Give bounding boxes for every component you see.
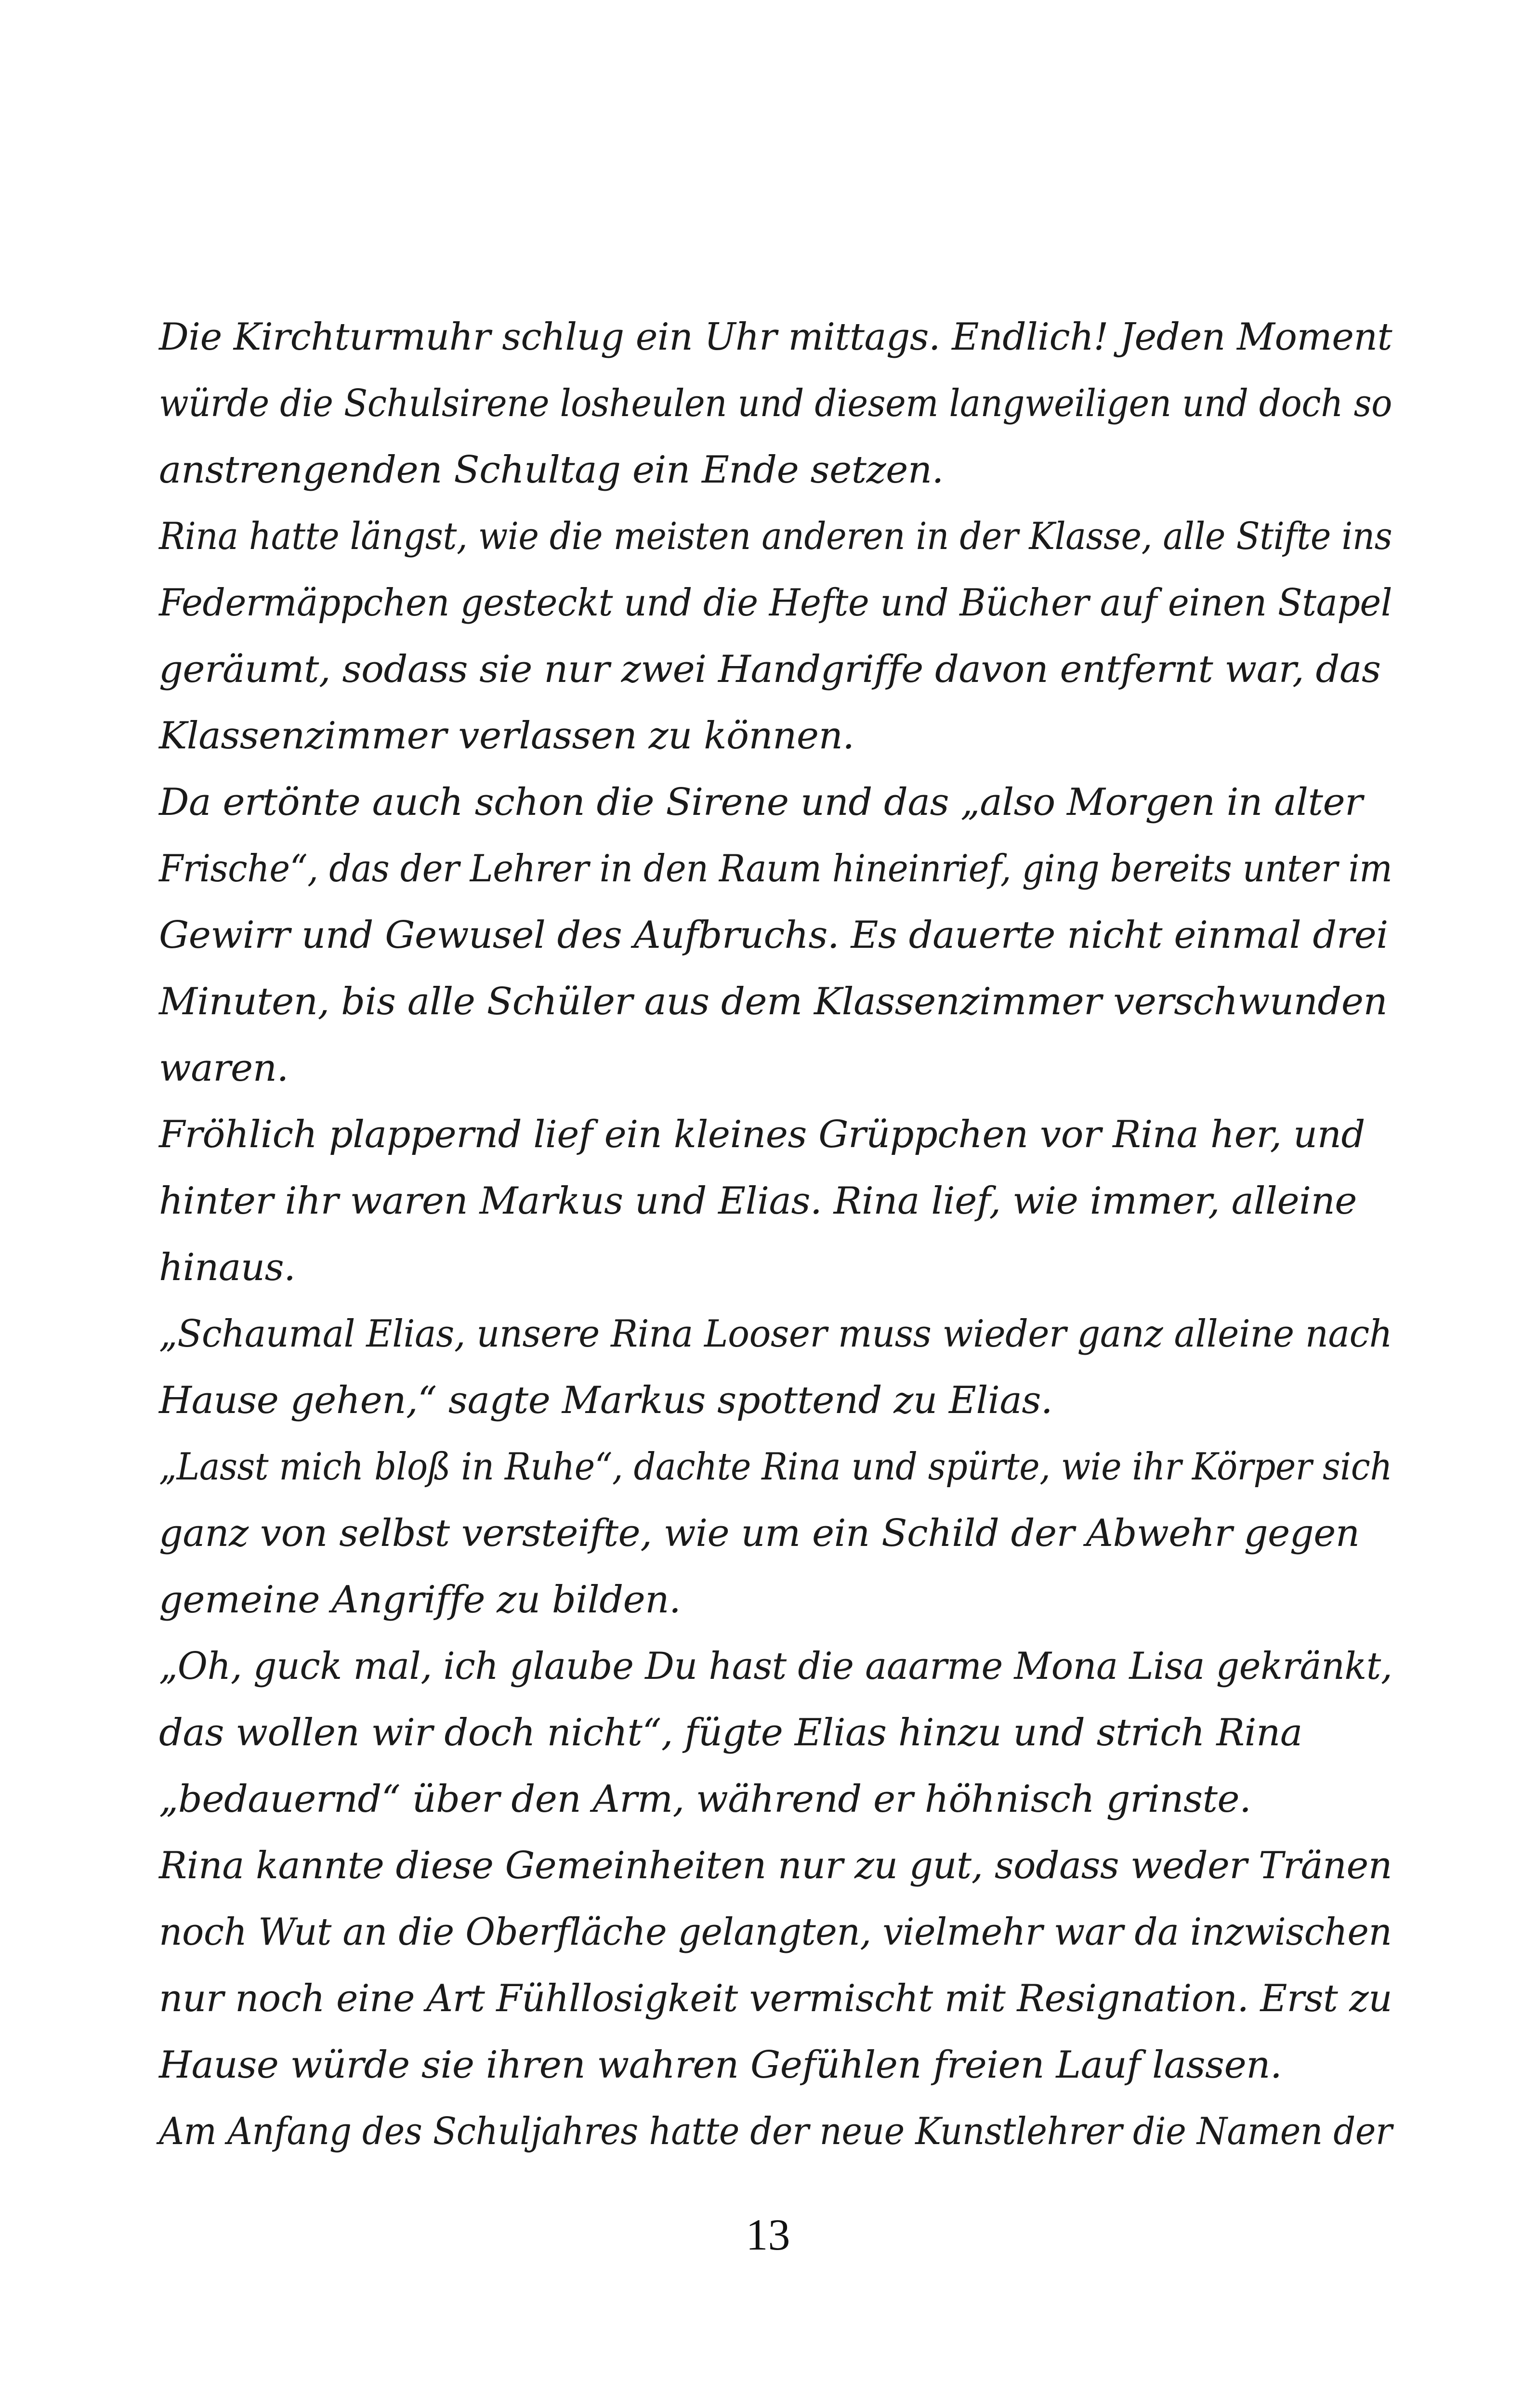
text-line: hinter ihr waren Markus und Elias. Rina lief, wie immer, alleine: [159, 1179, 1357, 1223]
text-line: „Lasst mich bloß in Ruhe“, dachte Rina und spürte, wie ihr Körper sich: [159, 1445, 1392, 1489]
text-line: Fröhlich plappernd lief ein kleines Grüppchen vor Rina her, und: [159, 1113, 1365, 1156]
text-line: Frische“, das der Lehrer in den Raum hineinrief, ging bereits unter im: [159, 847, 1392, 890]
text-line: Hause gehen,“ sagte Markus spottend zu Elias.: [159, 1379, 1053, 1422]
text-line: Hause würde sie ihren wahren Gefühlen freien Lauf lassen.: [159, 2043, 1282, 2087]
text-line: „Schaumal Elias, unsere Rina Looser muss wieder ganz alleine nach: [159, 1312, 1392, 1356]
text-line: gemeine Angriffe zu bilden.: [159, 1578, 681, 1622]
text-line: Am Anfang des Schuljahres hatte der neue Kunstlehrer die Namen der: [159, 2110, 1392, 2153]
text-line: Da ertönte auch schon die Sirene und das „also Morgen in alter: [159, 781, 1363, 824]
text-line: das wollen wir doch nicht“, fügte Elias hinzu und strich Rina: [159, 1711, 1302, 1754]
text-line: Gewirr und Gewusel des Aufbruchs. Es dauerte nicht einmal drei: [159, 914, 1388, 957]
text-line: Rina kannte diese Gemeinheiten nur zu gut, sodass weder Tränen: [159, 1844, 1392, 1887]
text-line: Federmäppchen gesteckt und die Hefte und Bücher auf einen Stapel: [159, 581, 1392, 625]
text-line: geräumt, sodass sie nur zwei Handgriffe davon entfernt war, das: [159, 648, 1381, 691]
text-line: noch Wut an die Oberfläche gelangten, vielmehr war da inzwischen: [159, 1911, 1392, 1954]
text-line: „Oh, guck mal, ich glaube Du hast die aaarme Mona Lisa gekränkt,: [159, 1645, 1392, 1688]
text-line: Die Kirchturmuhr schlug ein Uhr mittags. Endlich! Jeden Moment: [159, 315, 1392, 359]
text-line: Klassenzimmer verlassen zu können.: [159, 714, 854, 758]
text-line: hinaus.: [159, 1246, 296, 1289]
text-line: waren.: [159, 1047, 289, 1090]
text-line: anstrengenden Schultag ein Ende setzen.: [159, 448, 944, 492]
text-line: ganz von selbst versteifte, wie um ein Schild der Abwehr gegen: [159, 1512, 1360, 1555]
text-line: Minuten, bis alle Schüler aus dem Klassenzimmer verschwunden: [159, 980, 1388, 1023]
text-line: Rina hatte längst, wie die meisten anderen in der Klasse, alle Stifte ins: [159, 515, 1392, 558]
text-line: würde die Schulsirene losheulen und diesem langweiligen und doch so: [159, 382, 1392, 425]
page-number: 13: [746, 2210, 790, 2259]
text-line: nur noch eine Art Fühllosigkeit vermischt mit Resignation. Erst zu: [159, 1977, 1392, 2020]
text-line: „bedauernd“ über den Arm, während er höhnisch grinste.: [159, 1778, 1251, 1821]
